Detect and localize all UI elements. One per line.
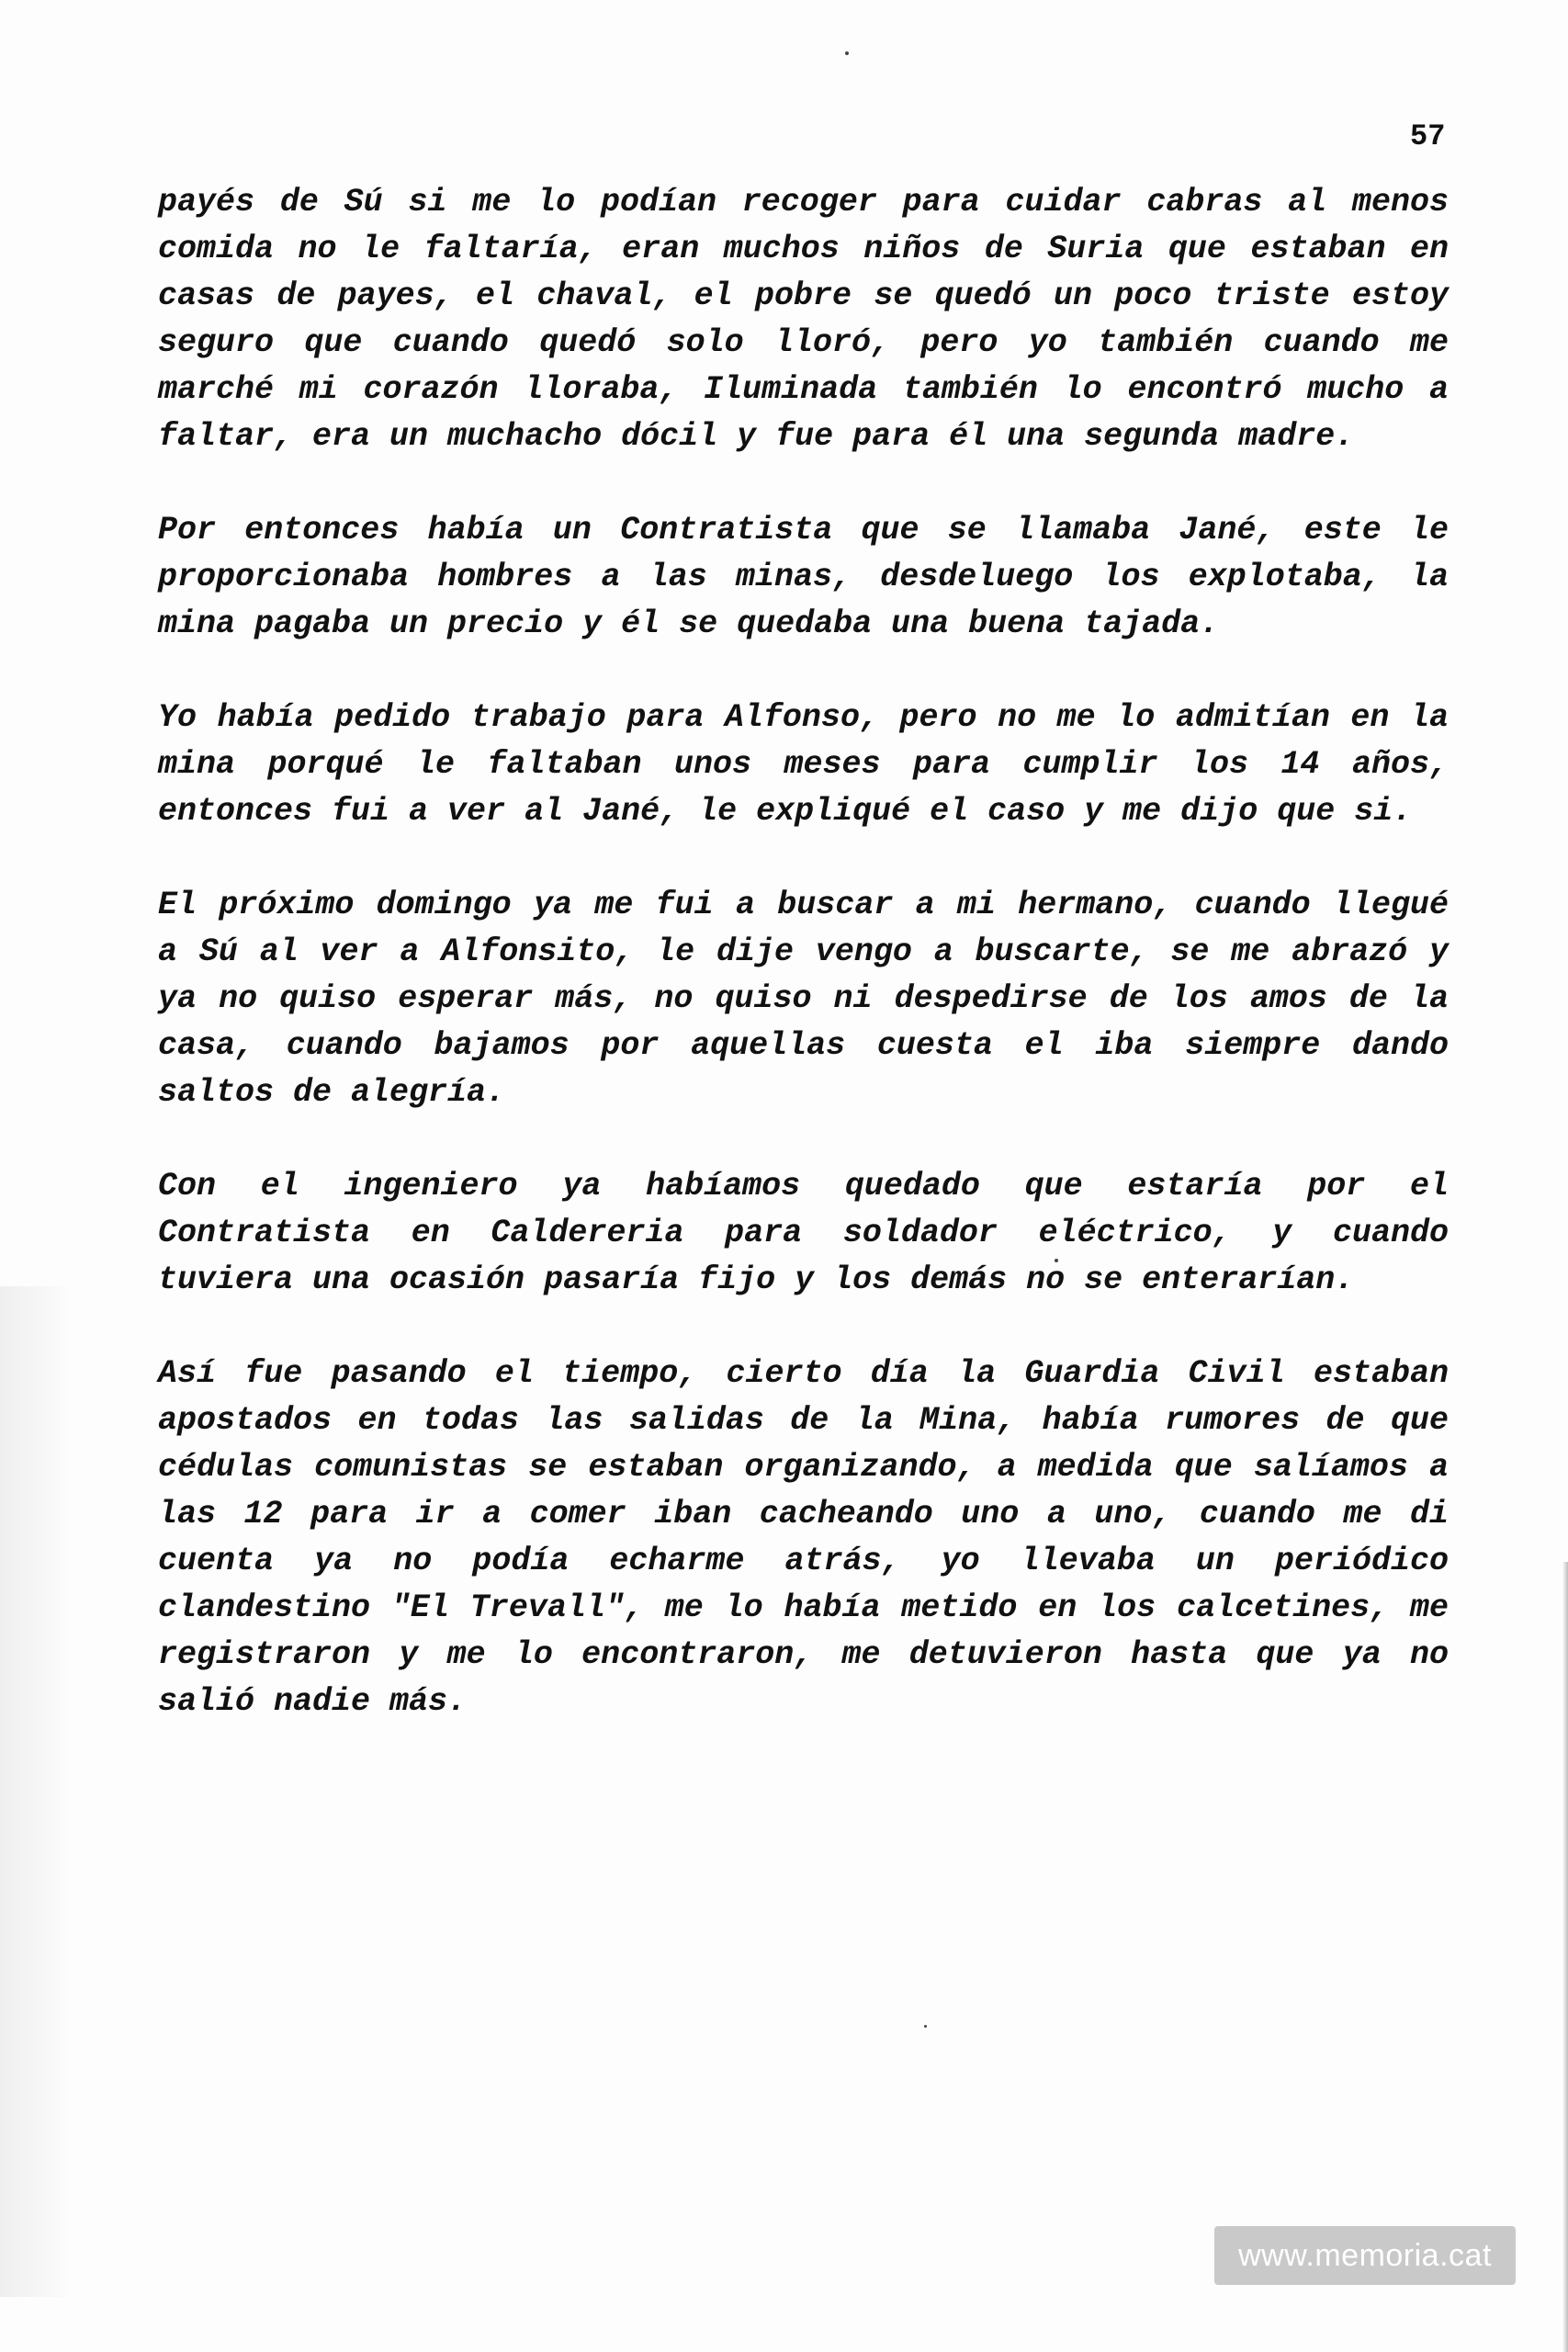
scan-speck [924, 2025, 927, 2028]
paragraph: Así fue pasando el tiempo, cierto día la Guardia Civil estaban apostados en todas las salidas de la Mina, había rumores de que cédulas comunistas se estaban organizando, a medida que salíamos a las 12 para ir a comer iban cacheando uno a uno, cuando me di cuenta ya no podía echarme atrás, yo llevaba un periódico clandestino "El Trevall", me lo había metido en los calcetines, me registraron y me lo encontraron, me detuvieron hasta que ya no salió nadie más. [158, 1355, 1449, 1720]
scan-edge [1562, 1562, 1568, 2352]
watermark[interactable]: www.memoria.cat [1214, 2226, 1516, 2285]
paragraph: Por entonces había un Contratista que se llamaba Jané, este le proporcionaba hombres a las minas, desdeluego los explotaba, la mina pagaba un precio y él se quedaba una buena tajada. [158, 512, 1449, 642]
paragraph: payés de Sú si me lo podían recoger para cuidar cabras al menos comida no le faltaría, eran muchos niños de Suria que estaban en casas de payes, el chaval, el pobre se quedó un poco triste estoy seguro que cuando quedó solo lloró, pero yo también cuando me marché mi corazón lloraba, Iluminada también lo encontró mucho a faltar, era un muchacho dócil y fue para él una segunda madre. [158, 184, 1449, 455]
paragraph: Yo había pedido trabajo para Alfonso, pero no me lo admitían en la mina porqué le faltaban unos meses para cumplir los 14 años, entonces fui a ver al Jané, le expliqué el caso y me dijo que si. [158, 699, 1449, 830]
paragraph: El próximo domingo ya me fui a buscar a mi hermano, cuando llegué a Sú al ver a Alfonsito, le dije vengo a buscarte, se me abrazó y ya no quiso esperar más, no quiso ni despedirse de los amos de la casa, cuando bajamos por aquellas cuesta el iba siempre dando saltos de alegría. [158, 887, 1449, 1111]
scan-shadow [0, 1286, 73, 2297]
paragraph: Con el ingeniero ya habíamos quedado que estaría por el Contratista en Caldereria para soldador eléctrico, y cuando tuviera una ocasión pasaría fijo y los demás no se enterarían. [158, 1168, 1449, 1298]
body-text [158, 179, 1449, 1725]
page-number: 57 [1410, 119, 1446, 153]
scan-speck [845, 51, 849, 55]
